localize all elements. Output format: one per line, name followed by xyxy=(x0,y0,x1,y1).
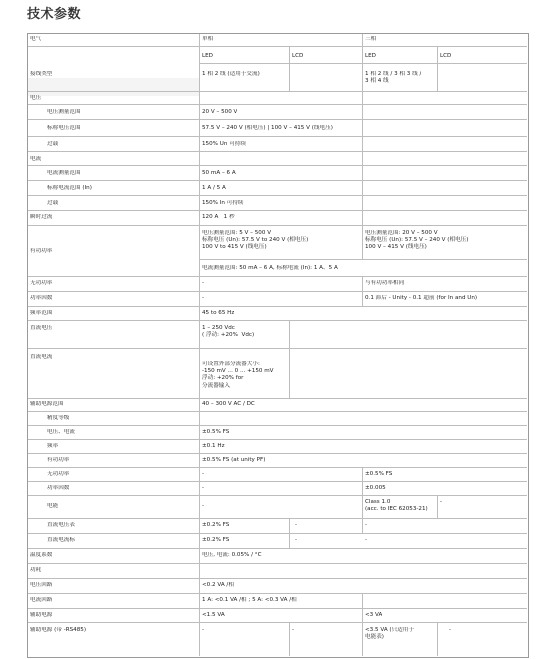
current-label: 电流 xyxy=(30,156,42,162)
voltage-nominal-value: 57.5 V – 240 V (相电压) | 100 V – 415 V (线电压) xyxy=(202,125,333,131)
burden-aux-three: <3 VA xyxy=(365,612,383,618)
dc-voltage-value: 1 – 250 Vdc ( 浮动: +20% Vdc) xyxy=(202,325,255,339)
burden-label: 功耗 xyxy=(30,567,42,573)
active-power-three: 电压测量范围: 20 V – 500 V 标称电压 (Un): 57.5 V – 240 V (相电压) 100 V – 415 V (线电压) xyxy=(365,230,469,251)
header-single-phase: 单相 xyxy=(202,36,214,42)
voltage-measure-label: 电压测量范围 xyxy=(47,109,81,115)
accuracy-freq-value: ±0.1 Hz xyxy=(202,443,225,449)
current-nominal-label: 标称电流范围 (In) xyxy=(47,185,92,191)
accuracy-energy-single: - xyxy=(202,503,205,509)
accuracy-label: 精度等级 xyxy=(47,415,70,421)
accuracy-pf-single: - xyxy=(202,485,205,491)
burden-aux-label: 辅助电源 xyxy=(30,612,53,618)
burden-aux485-three-lcd: - xyxy=(449,627,452,633)
current-overload-value: 150% In 可持续 xyxy=(202,200,244,206)
burden-aux485-led: - xyxy=(202,627,205,633)
accuracy-energy-three: Class 1.0 (acc. to IEC 62053-21) xyxy=(365,499,428,513)
dc-current-label: 直流电流 xyxy=(30,354,53,360)
voltage-measure-value: 20 V – 500 V xyxy=(202,109,238,115)
wiring-three: 1 相 2 线 / 3 相 3 线 / 3 相 4 线 xyxy=(365,71,422,85)
accuracy-vi-value: ±0.5% FS xyxy=(202,429,230,435)
reactive-power-single: - xyxy=(202,280,205,286)
burden-current-value: 1 A: <0.1 VA /相 ; 5 A: <0.3 VA /相 xyxy=(202,597,297,603)
reactive-power-label: 无功功率 xyxy=(30,280,53,286)
accuracy-active-value: ±0.5% FS (at unity PF) xyxy=(202,457,266,463)
accuracy-pf-label: 功率因数 xyxy=(47,485,70,491)
accuracy-dcv-label: 直流电压表 xyxy=(47,522,75,528)
spec-table xyxy=(27,33,528,657)
header-led: LED xyxy=(365,53,376,59)
temp-coeff-value: 电压, 电流: 0.05% / °C xyxy=(202,552,262,558)
accuracy-reactive-single: - xyxy=(202,471,205,477)
page-title: 技术参数 xyxy=(27,7,82,22)
active-power-label: 有功功率 xyxy=(30,248,53,254)
burden-voltage-label: 电压回路 xyxy=(30,582,53,588)
active-power-single: 电压测量范围: 5 V – 500 V 标称电压 (Un): 57.5 V to 240 V (相电压) 100 V to 415 V (线电压) xyxy=(202,230,309,251)
accuracy-vi-label: 电压、电流 xyxy=(47,429,75,435)
power-factor-three: 0.1 滞后 - Unity - 0.1 超前 (for In and Un) xyxy=(365,295,478,301)
burden-aux-single: <1.5 VA xyxy=(202,612,225,618)
transient-value: 120 A 1 秒 xyxy=(202,214,235,220)
current-overload-label: 过载 xyxy=(47,200,59,206)
accuracy-dcv-lcd: - xyxy=(295,522,298,528)
voltage-label: 电压 xyxy=(30,95,42,101)
accuracy-dci-lcd: - xyxy=(295,537,298,543)
wiring-label: 接线类型 xyxy=(30,71,53,77)
burden-voltage-value: <0.2 VA /相 xyxy=(202,582,234,588)
accuracy-dcv-led: ±0.2% FS xyxy=(202,522,230,528)
voltage-nominal-label: 标称电压范围 xyxy=(47,125,81,131)
accuracy-active-label: 有功功率 xyxy=(47,457,70,463)
dc-voltage-label: 直流电压 xyxy=(30,325,53,331)
frequency-label: 频率范围 xyxy=(30,310,53,316)
current-measure-label: 电流测量范围 xyxy=(47,170,81,176)
burden-aux485-label: 辅助电源 (带 -RS485) xyxy=(30,627,87,633)
accuracy-pf-three: ±0.005 xyxy=(365,485,386,491)
voltage-overload-label: 过载 xyxy=(47,141,59,147)
burden-aux485-lcd: - xyxy=(292,627,295,633)
frequency-value: 45 to 65 Hz xyxy=(202,310,235,316)
header-led: LED xyxy=(202,53,213,59)
burden-aux485-three: <3.5 VA (只适用于 电能表) xyxy=(365,627,414,641)
accuracy-dcv-three: - xyxy=(365,522,368,528)
accuracy-energy-three-lcd: - xyxy=(440,499,443,505)
accuracy-reactive-label: 无功功率 xyxy=(47,471,70,477)
current-nominal-value: 1 A / 5 A xyxy=(202,185,226,191)
header-three-phase: 三相 xyxy=(365,36,377,42)
accuracy-dci-three: - xyxy=(365,537,368,543)
header-lcd: LCD xyxy=(292,53,304,59)
accuracy-energy-label: 电能 xyxy=(47,503,59,509)
temp-coeff-label: 温度系数 xyxy=(30,552,53,558)
header-label: 电气 xyxy=(30,36,42,42)
accuracy-reactive-three: ±0.5% FS xyxy=(365,471,393,477)
aux-supply-label: 辅助电源范围 xyxy=(30,401,64,407)
burden-current-label: 电流回路 xyxy=(30,597,53,603)
dc-current-value: 可设置外部分流器大小: -150 mV ... 0 ... +150 mV 浮动: +20% for 分流器输入 xyxy=(202,361,274,389)
power-factor-single: - xyxy=(202,295,205,301)
reactive-power-three: 与有功功率相同 xyxy=(365,280,405,286)
header-lcd: LCD xyxy=(440,53,452,59)
aux-supply-value: 40 – 300 V AC / DC xyxy=(202,401,255,407)
active-power-current-note: 电流测量范围: 50 mA – 6 A, 标称电流 (In): 1 A、5 A xyxy=(202,265,338,271)
accuracy-freq-label: 频率 xyxy=(47,443,59,449)
accuracy-dci-led: ±0.2% FS xyxy=(202,537,230,543)
voltage-overload-value: 150% Un 可持续 xyxy=(202,141,246,147)
accuracy-dci-label: 直流电流标 xyxy=(47,537,75,543)
wiring-single: 1 相 2 线 (适用于交流) xyxy=(202,71,260,77)
power-factor-label: 功率因数 xyxy=(30,295,53,301)
current-measure-value: 50 mA – 6 A xyxy=(202,170,236,176)
transient-label: 瞬时过流 xyxy=(30,214,53,220)
